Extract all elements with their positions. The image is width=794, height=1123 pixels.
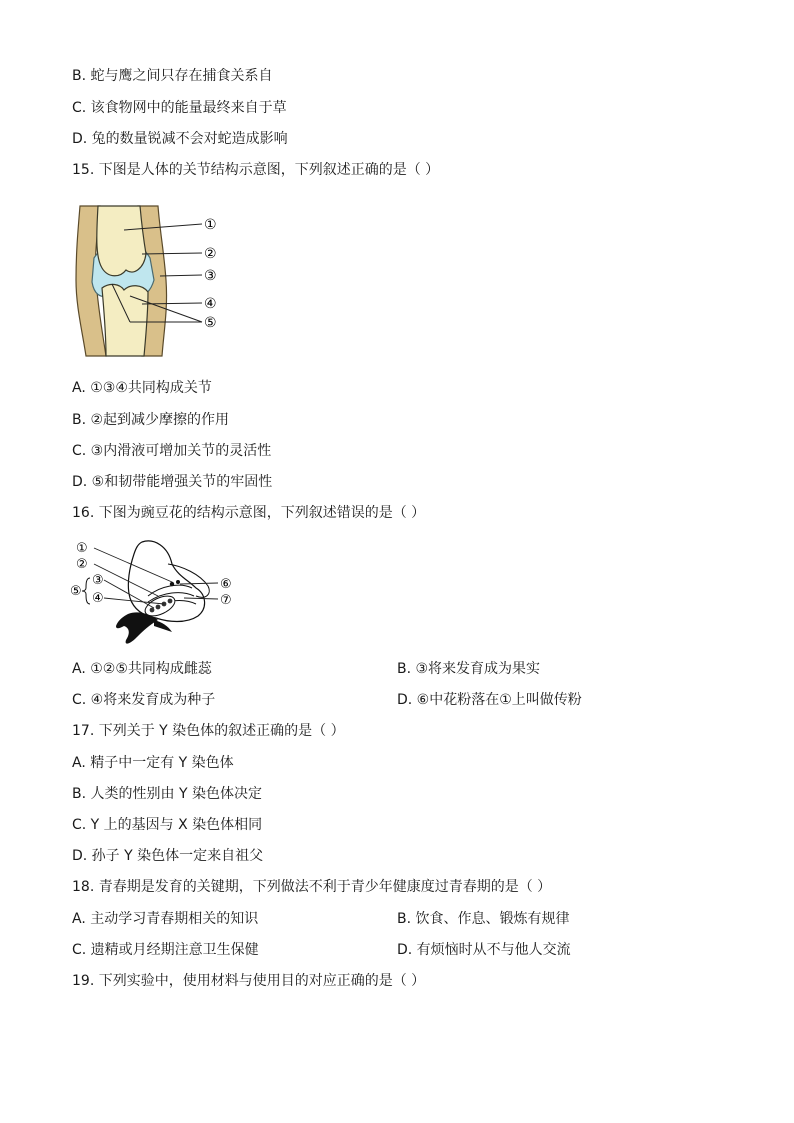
- flower-label-3: ③: [92, 573, 104, 588]
- q18-option-a: A. 主动学习青春期相关的知识: [72, 911, 259, 927]
- flower-label-6: ⑥: [220, 577, 232, 592]
- q15-option-b: B. ②起到减少摩擦的作用: [72, 412, 230, 428]
- joint-label-1: ①: [204, 217, 217, 233]
- q18-option-c: C. 遗精或月经期注意卫生保健: [72, 942, 259, 958]
- q17-option-d: D. 孙子 Y 染色体一定来自祖父: [72, 848, 264, 864]
- q17-option-b: B. 人类的性别由 Y 染色体决定: [72, 786, 262, 802]
- q15-stem: 15. 下图是人体的关节结构示意图，下列叙述正确的是（ ）: [72, 162, 440, 178]
- flower-label-4: ④: [92, 591, 104, 606]
- joint-label-3: ③: [204, 268, 217, 284]
- q18-stem: 18. 青春期是发育的关键期，下列做法不利于青少年健康度过青春期的是（ ）: [72, 879, 552, 895]
- q16-stem: 16. 下图为豌豆花的结构示意图，下列叙述错误的是（ ）: [72, 505, 426, 521]
- joint-label-5: ⑤: [204, 315, 217, 331]
- q14-option-c: C. 该食物网中的能量最终来自于草: [72, 100, 287, 116]
- flower-label-5: ⑤: [70, 584, 82, 599]
- q16-option-d: D. ⑥中花粉落在①上叫做传粉: [397, 692, 582, 708]
- q14-option-b: B. 蛇与鹰之间只存在捕食关系自: [72, 68, 273, 84]
- joint-structure-figure: [72, 202, 232, 360]
- q15-option-c: C. ③内滑液可增加关节的灵活性: [72, 443, 272, 459]
- pea-flower-figure: [68, 536, 244, 648]
- q17-option-c: C. Y 上的基因与 X 染色体相同: [72, 817, 263, 833]
- q16-option-c: C. ④将来发育成为种子: [72, 692, 216, 708]
- q18-option-d: D. 有烦恼时从不与他人交流: [397, 942, 571, 958]
- q15-option-d: D. ⑤和韧带能增强关节的牢固性: [72, 474, 273, 490]
- q19-stem: 19. 下列实验中，使用材料与使用目的对应正确的是（ ）: [72, 973, 426, 989]
- q18-option-b: B. 饮食、作息、锻炼有规律: [397, 911, 570, 927]
- q14-option-d: D. 兔的数量锐减不会对蛇造成影响: [72, 131, 288, 147]
- joint-label-4: ④: [204, 296, 217, 312]
- flower-label-1: ①: [76, 541, 88, 556]
- q17-option-a: A. 精子中一定有 Y 染色体: [72, 755, 234, 771]
- q15-option-a: A. ①③④共同构成关节: [72, 380, 212, 396]
- q16-option-a: A. ①②⑤共同构成雌蕊: [72, 661, 212, 677]
- joint-label-2: ②: [204, 246, 217, 262]
- q17-stem: 17. 下列关于 Y 染色体的叙述正确的是（ ）: [72, 723, 345, 739]
- flower-label-7: ⑦: [220, 593, 232, 608]
- flower-label-2: ②: [76, 557, 88, 572]
- q16-option-b: B. ③将来发育成为果实: [397, 661, 541, 677]
